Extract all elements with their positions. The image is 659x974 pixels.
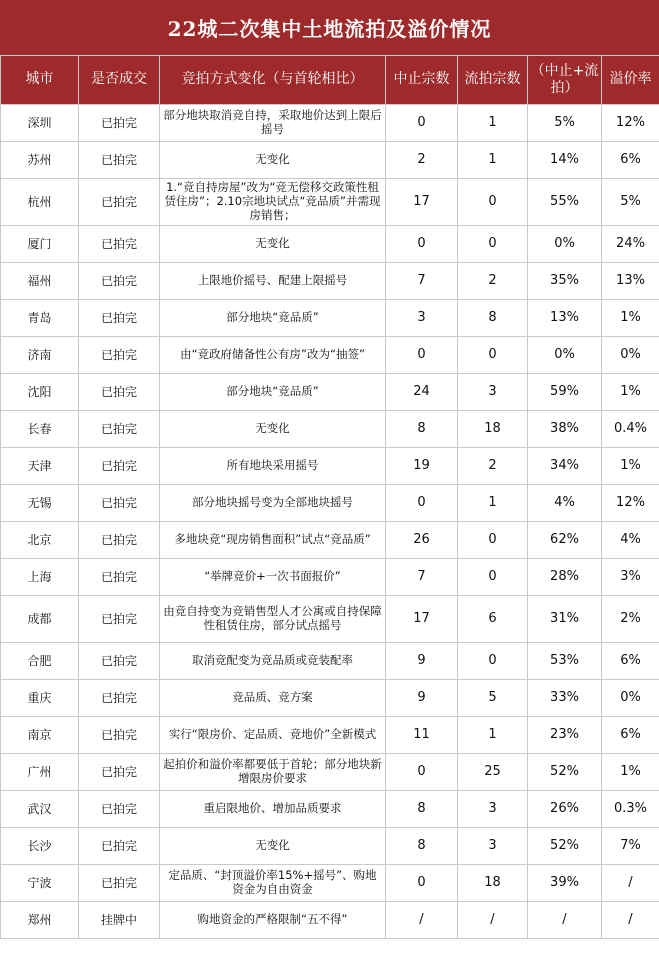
status-cell: 已拍完: [79, 263, 160, 300]
status-cell: 已拍完: [79, 643, 160, 680]
halted-count-cell: 19: [386, 448, 458, 485]
table-row: [1, 754, 659, 791]
change-cell: 部分地块摇号变为全部地块摇号: [160, 485, 386, 522]
table-row: [1, 865, 659, 902]
ratio-cell: 59%: [528, 374, 602, 411]
failed-count-cell: 18: [458, 865, 528, 902]
change-cell: 无变化: [160, 411, 386, 448]
status-cell: 已拍完: [79, 596, 160, 643]
failed-count-cell: 1: [458, 105, 528, 142]
city-cell: 杭州: [1, 179, 79, 226]
table-row: [1, 448, 659, 485]
premium-rate-cell: 6%: [602, 717, 659, 754]
premium-rate-cell: 0%: [602, 337, 659, 374]
change-cell: 实行“限房价、定品质、竞地价”全新模式: [160, 717, 386, 754]
ratio-cell: 0%: [528, 226, 602, 263]
status-cell: 已拍完: [79, 374, 160, 411]
failed-count-cell: 1: [458, 485, 528, 522]
halted-count-cell: 17: [386, 179, 458, 226]
failed-count-cell: 3: [458, 828, 528, 865]
city-cell: 广州: [1, 754, 79, 791]
failed-count-cell: 1: [458, 142, 528, 179]
change-cell: 重启限地价、增加品质要求: [160, 791, 386, 828]
premium-rate-cell: 0.3%: [602, 791, 659, 828]
failed-count-cell: 18: [458, 411, 528, 448]
failed-count-cell: 0: [458, 643, 528, 680]
header-halted: 中止宗数: [386, 56, 458, 105]
failed-count-cell: 3: [458, 791, 528, 828]
status-cell: 已拍完: [79, 448, 160, 485]
table-row: [1, 902, 659, 939]
halted-count-cell: 8: [386, 791, 458, 828]
status-cell: 已拍完: [79, 828, 160, 865]
ratio-cell: 5%: [528, 105, 602, 142]
ratio-cell: 55%: [528, 179, 602, 226]
halted-count-cell: 0: [386, 337, 458, 374]
failed-count-cell: 2: [458, 263, 528, 300]
premium-rate-cell: 6%: [602, 643, 659, 680]
halted-count-cell: 0: [386, 754, 458, 791]
table-row: [1, 411, 659, 448]
premium-rate-cell: 4%: [602, 522, 659, 559]
ratio-cell: /: [528, 902, 602, 939]
table-row: [1, 374, 659, 411]
header-ratio: （中止+流拍）: [528, 56, 602, 105]
table-row: [1, 300, 659, 337]
city-cell: 重庆: [1, 680, 79, 717]
ratio-cell: 0%: [528, 337, 602, 374]
change-cell: 无变化: [160, 828, 386, 865]
status-cell: 已拍完: [79, 300, 160, 337]
ratio-cell: 52%: [528, 754, 602, 791]
change-cell: 所有地块采用摇号: [160, 448, 386, 485]
premium-rate-cell: 1%: [602, 448, 659, 485]
status-cell: 已拍完: [79, 485, 160, 522]
ratio-cell: 33%: [528, 680, 602, 717]
city-cell: 青岛: [1, 300, 79, 337]
change-cell: 上限地价摇号、配建上限摇号: [160, 263, 386, 300]
city-cell: 济南: [1, 337, 79, 374]
header-change: 竞拍方式变化（与首轮相比）: [160, 56, 386, 105]
status-cell: 已拍完: [79, 754, 160, 791]
premium-rate-cell: 5%: [602, 179, 659, 226]
halted-count-cell: 3: [386, 300, 458, 337]
change-cell: 多地块竞“现房销售面积”试点“竞品质”: [160, 522, 386, 559]
halted-count-cell: 9: [386, 643, 458, 680]
city-cell: 苏州: [1, 142, 79, 179]
failed-count-cell: 0: [458, 337, 528, 374]
ratio-cell: 28%: [528, 559, 602, 596]
premium-rate-cell: 1%: [602, 754, 659, 791]
table-row: [1, 791, 659, 828]
halted-count-cell: 7: [386, 559, 458, 596]
premium-rate-cell: 13%: [602, 263, 659, 300]
city-cell: 天津: [1, 448, 79, 485]
change-cell: 部分地块“竞品质”: [160, 374, 386, 411]
table-row: [1, 337, 659, 374]
city-cell: 长春: [1, 411, 79, 448]
halted-count-cell: 0: [386, 105, 458, 142]
ratio-cell: 31%: [528, 596, 602, 643]
table-row: [1, 105, 659, 142]
failed-count-cell: 0: [458, 522, 528, 559]
failed-count-cell: 0: [458, 559, 528, 596]
status-cell: 挂牌中: [79, 902, 160, 939]
failed-count-cell: 5: [458, 680, 528, 717]
halted-count-cell: 11: [386, 717, 458, 754]
table-row: [1, 522, 659, 559]
city-cell: 无锡: [1, 485, 79, 522]
ratio-cell: 34%: [528, 448, 602, 485]
premium-rate-cell: /: [602, 865, 659, 902]
failed-count-cell: 8: [458, 300, 528, 337]
halted-count-cell: /: [386, 902, 458, 939]
premium-rate-cell: 1%: [602, 374, 659, 411]
halted-count-cell: 7: [386, 263, 458, 300]
halted-count-cell: 8: [386, 828, 458, 865]
change-cell: 起拍价和溢价率都要低于首轮；部分地块新增限房价要求: [160, 754, 386, 791]
header-city: 城市: [1, 56, 79, 105]
table-row: [1, 596, 659, 643]
premium-rate-cell: 0.4%: [602, 411, 659, 448]
city-cell: 沈阳: [1, 374, 79, 411]
city-cell: 宁波: [1, 865, 79, 902]
table-row: [1, 142, 659, 179]
table-row: [1, 559, 659, 596]
table-row: [1, 828, 659, 865]
table-row: [1, 263, 659, 300]
change-cell: 由竞自持变为竞销售型人才公寓或自持保障性租赁住房，部分试点摇号: [160, 596, 386, 643]
premium-rate-cell: 0%: [602, 680, 659, 717]
halted-count-cell: 2: [386, 142, 458, 179]
table-title: 22城二次集中土地流拍及溢价情况: [0, 0, 659, 55]
change-cell: “举牌竞价+一次书面报价”: [160, 559, 386, 596]
change-cell: 部分地块取消竞自持，采取地价达到上限后摇号: [160, 105, 386, 142]
ratio-cell: 13%: [528, 300, 602, 337]
status-cell: 已拍完: [79, 791, 160, 828]
premium-rate-cell: 3%: [602, 559, 659, 596]
table-row: [1, 226, 659, 263]
halted-count-cell: 26: [386, 522, 458, 559]
status-cell: 已拍完: [79, 105, 160, 142]
city-cell: 成都: [1, 596, 79, 643]
status-cell: 已拍完: [79, 179, 160, 226]
city-cell: 厦门: [1, 226, 79, 263]
premium-rate-cell: /: [602, 902, 659, 939]
status-cell: 已拍完: [79, 680, 160, 717]
failed-count-cell: 0: [458, 226, 528, 263]
table-row: [1, 717, 659, 754]
city-cell: 合肥: [1, 643, 79, 680]
change-cell: 定品质、“封顶溢价率15%+摇号”、购地资金为自由资金: [160, 865, 386, 902]
ratio-cell: 38%: [528, 411, 602, 448]
table-row: [1, 179, 659, 226]
header-status: 是否成交: [79, 56, 160, 105]
premium-rate-cell: 1%: [602, 300, 659, 337]
failed-count-cell: 2: [458, 448, 528, 485]
land-auction-table: [0, 55, 659, 939]
header-row: [1, 56, 659, 105]
city-cell: 武汉: [1, 791, 79, 828]
ratio-cell: 14%: [528, 142, 602, 179]
halted-count-cell: 0: [386, 865, 458, 902]
failed-count-cell: 1: [458, 717, 528, 754]
premium-rate-cell: 12%: [602, 485, 659, 522]
city-cell: 郑州: [1, 902, 79, 939]
city-cell: 深圳: [1, 105, 79, 142]
status-cell: 已拍完: [79, 559, 160, 596]
premium-rate-cell: 6%: [602, 142, 659, 179]
status-cell: 已拍完: [79, 865, 160, 902]
halted-count-cell: 9: [386, 680, 458, 717]
city-cell: 福州: [1, 263, 79, 300]
change-cell: 竞品质、竞方案: [160, 680, 386, 717]
premium-rate-cell: 7%: [602, 828, 659, 865]
failed-count-cell: 0: [458, 179, 528, 226]
ratio-cell: 53%: [528, 643, 602, 680]
halted-count-cell: 0: [386, 485, 458, 522]
header-failed: 流拍宗数: [458, 56, 528, 105]
failed-count-cell: 3: [458, 374, 528, 411]
table-row: [1, 680, 659, 717]
failed-count-cell: /: [458, 902, 528, 939]
halted-count-cell: 17: [386, 596, 458, 643]
premium-rate-cell: 12%: [602, 105, 659, 142]
change-cell: 取消竞配变为竞品质或竞装配率: [160, 643, 386, 680]
city-cell: 长沙: [1, 828, 79, 865]
change-cell: 部分地块“竞品质”: [160, 300, 386, 337]
ratio-cell: 4%: [528, 485, 602, 522]
ratio-cell: 39%: [528, 865, 602, 902]
ratio-cell: 35%: [528, 263, 602, 300]
failed-count-cell: 6: [458, 596, 528, 643]
status-cell: 已拍完: [79, 717, 160, 754]
change-cell: 购地资金的严格限制“五不得”: [160, 902, 386, 939]
halted-count-cell: 24: [386, 374, 458, 411]
ratio-cell: 26%: [528, 791, 602, 828]
ratio-cell: 62%: [528, 522, 602, 559]
halted-count-cell: 0: [386, 226, 458, 263]
change-cell: 1.“竞自持房屋”改为“竞无偿移交政策性租赁住房”；2.10宗地块试点“竞品质”并需现房销售；: [160, 179, 386, 226]
status-cell: 已拍完: [79, 522, 160, 559]
header-premium: 溢价率: [602, 56, 659, 105]
city-cell: 北京: [1, 522, 79, 559]
premium-rate-cell: 2%: [602, 596, 659, 643]
status-cell: 已拍完: [79, 337, 160, 374]
status-cell: 已拍完: [79, 226, 160, 263]
failed-count-cell: 25: [458, 754, 528, 791]
change-cell: 无变化: [160, 142, 386, 179]
table-row: [1, 485, 659, 522]
city-cell: 上海: [1, 559, 79, 596]
ratio-cell: 23%: [528, 717, 602, 754]
change-cell: 由“竞政府储备性公有房”改为“抽签”: [160, 337, 386, 374]
status-cell: 已拍完: [79, 142, 160, 179]
city-cell: 南京: [1, 717, 79, 754]
status-cell: 已拍完: [79, 411, 160, 448]
ratio-cell: 52%: [528, 828, 602, 865]
premium-rate-cell: 24%: [602, 226, 659, 263]
change-cell: 无变化: [160, 226, 386, 263]
table-row: [1, 643, 659, 680]
halted-count-cell: 8: [386, 411, 458, 448]
